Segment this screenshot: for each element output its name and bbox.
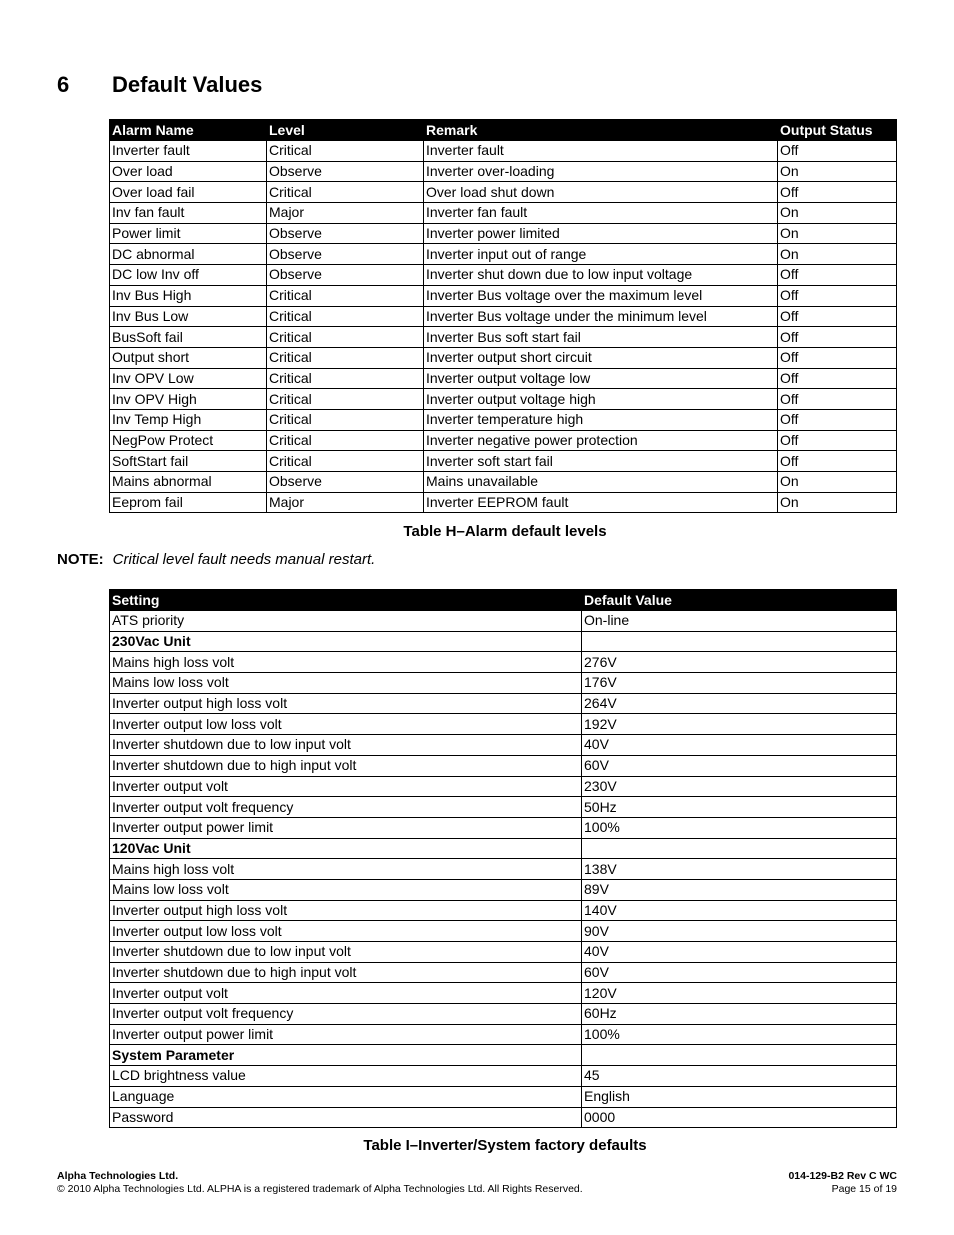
default-value-cell: 230V <box>582 776 897 797</box>
level-cell: Critical <box>267 306 424 327</box>
alarm-name-cell: Inv OPV High <box>110 389 267 410</box>
table-row <box>110 879 897 900</box>
table-row <box>110 921 897 942</box>
footer-copyright: © 2010 Alpha Technologies Ltd. ALPHA is a registered trademark of Alpha Technologies Ltd. All Rights Reserved. <box>57 1183 583 1195</box>
section-number: 6 <box>57 72 70 97</box>
remark-cell: Inverter output short circuit <box>424 347 778 368</box>
table-header-row <box>110 590 897 611</box>
setting-cell: Inverter output high loss volt <box>110 693 582 714</box>
level-cell: Critical <box>267 182 424 203</box>
level-cell: Observe <box>267 161 424 182</box>
level-cell: Major <box>267 203 424 224</box>
remark-cell: Inverter fan fault <box>424 203 778 224</box>
table-row <box>110 859 897 880</box>
table-row <box>110 141 897 162</box>
column-header: Level <box>267 120 424 141</box>
note-label: NOTE: <box>57 551 104 568</box>
setting-cell: Password <box>110 1107 582 1128</box>
output-status-cell: Off <box>778 451 897 472</box>
alarm-name-cell: Output short <box>110 347 267 368</box>
setting-cell: 120Vac Unit <box>110 838 582 859</box>
section-row <box>110 1045 897 1066</box>
alarm-name-cell: Mains abnormal <box>110 472 267 493</box>
default-value-cell: 138V <box>582 859 897 880</box>
table-row <box>110 244 897 265</box>
default-value-cell: 140V <box>582 900 897 921</box>
table-row <box>110 327 897 348</box>
default-value-cell: 60Hz <box>582 1004 897 1025</box>
default-value-cell: On-line <box>582 611 897 632</box>
default-value-cell: 50Hz <box>582 797 897 818</box>
table-row <box>110 776 897 797</box>
level-cell: Observe <box>267 265 424 286</box>
setting-cell: Inverter output volt <box>110 983 582 1004</box>
output-status-cell: On <box>778 203 897 224</box>
output-status-cell: On <box>778 244 897 265</box>
setting-cell: Inverter output volt frequency <box>110 797 582 818</box>
table-row <box>110 611 897 632</box>
default-value-cell: 100% <box>582 1024 897 1045</box>
alarm-name-cell: NegPow Protect <box>110 430 267 451</box>
alarm-name-cell: Inv Temp High <box>110 409 267 430</box>
default-value-cell: 60V <box>582 755 897 776</box>
alarm-name-cell: SoftStart fail <box>110 451 267 472</box>
output-status-cell: Off <box>778 368 897 389</box>
default-value-cell <box>582 1045 897 1066</box>
default-value-cell: English <box>582 1086 897 1107</box>
output-status-cell: Off <box>778 265 897 286</box>
remark-cell: Inverter Bus soft start fail <box>424 327 778 348</box>
level-cell: Observe <box>267 223 424 244</box>
table-row <box>110 817 897 838</box>
remark-cell: Inverter output voltage low <box>424 368 778 389</box>
output-status-cell: On <box>778 223 897 244</box>
factory-defaults-table <box>109 589 897 1128</box>
alarm-name-cell: Over load fail <box>110 182 267 203</box>
default-value-cell <box>582 838 897 859</box>
remark-cell: Inverter temperature high <box>424 409 778 430</box>
level-cell: Observe <box>267 472 424 493</box>
section-row <box>110 631 897 652</box>
remark-cell: Inverter soft start fail <box>424 451 778 472</box>
setting-cell: Inverter output high loss volt <box>110 900 582 921</box>
table-row <box>110 1024 897 1045</box>
remark-cell: Inverter input out of range <box>424 244 778 265</box>
column-header: Output Status <box>778 120 897 141</box>
level-cell: Critical <box>267 451 424 472</box>
alarm-levels-table <box>109 119 897 513</box>
table-row <box>110 182 897 203</box>
table-row <box>110 962 897 983</box>
output-status-cell: Off <box>778 285 897 306</box>
level-cell: Major <box>267 492 424 513</box>
default-value-cell: 120V <box>582 983 897 1004</box>
table-row <box>110 285 897 306</box>
remark-cell: Inverter power limited <box>424 223 778 244</box>
remark-cell: Inverter Bus voltage under the minimum level <box>424 306 778 327</box>
alarm-name-cell: Eeprom fail <box>110 492 267 513</box>
remark-cell: Inverter EEPROM fault <box>424 492 778 513</box>
table-row <box>110 797 897 818</box>
column-header: Setting <box>110 590 582 611</box>
level-cell: Critical <box>267 430 424 451</box>
setting-cell: Inverter shutdown due to high input volt <box>110 755 582 776</box>
setting-cell: Inverter output power limit <box>110 817 582 838</box>
default-value-cell: 176V <box>582 673 897 694</box>
setting-cell: Inverter output low loss volt <box>110 921 582 942</box>
default-value-cell: 276V <box>582 652 897 673</box>
table-row <box>110 306 897 327</box>
output-status-cell: Off <box>778 141 897 162</box>
table-row <box>110 223 897 244</box>
footer-company: Alpha Technologies Ltd. <box>57 1170 179 1182</box>
table-row <box>110 203 897 224</box>
table-header-row <box>110 120 897 141</box>
column-header: Alarm Name <box>110 120 267 141</box>
table-row <box>110 472 897 493</box>
table-row <box>110 714 897 735</box>
level-cell: Critical <box>267 409 424 430</box>
setting-cell: Mains low loss volt <box>110 673 582 694</box>
setting-cell: Inverter output volt frequency <box>110 1004 582 1025</box>
output-status-cell: Off <box>778 389 897 410</box>
footer-left <box>57 1170 583 1196</box>
remark-cell: Inverter over-loading <box>424 161 778 182</box>
alarm-name-cell: DC low Inv off <box>110 265 267 286</box>
table-row <box>110 492 897 513</box>
table-row <box>110 900 897 921</box>
output-status-cell: Off <box>778 182 897 203</box>
setting-cell: Mains low loss volt <box>110 879 582 900</box>
level-cell: Critical <box>267 389 424 410</box>
table-row <box>110 1004 897 1025</box>
default-value-cell: 100% <box>582 817 897 838</box>
output-status-cell: Off <box>778 306 897 327</box>
note-text: Critical level fault needs manual restart. <box>112 551 376 568</box>
table-row <box>110 409 897 430</box>
alarm-name-cell: Inv fan fault <box>110 203 267 224</box>
output-status-cell: On <box>778 472 897 493</box>
default-value-cell: 0000 <box>582 1107 897 1128</box>
alarm-name-cell: DC abnormal <box>110 244 267 265</box>
table-row <box>110 161 897 182</box>
table-row <box>110 942 897 963</box>
footer-doc-id: 014-129-B2 Rev C WC <box>788 1170 897 1182</box>
setting-cell: 230Vac Unit <box>110 631 582 652</box>
level-cell: Critical <box>267 368 424 389</box>
level-cell: Critical <box>267 141 424 162</box>
default-value-cell <box>582 631 897 652</box>
alarm-name-cell: BusSoft fail <box>110 327 267 348</box>
table-row <box>110 735 897 756</box>
level-cell: Critical <box>267 347 424 368</box>
remark-cell: Inverter Bus voltage over the maximum level <box>424 285 778 306</box>
table-row <box>110 451 897 472</box>
footer-page-number: Page 15 of 19 <box>831 1183 897 1195</box>
default-value-cell: 40V <box>582 942 897 963</box>
table-row <box>110 265 897 286</box>
remark-cell: Inverter fault <box>424 141 778 162</box>
default-value-cell: 90V <box>582 921 897 942</box>
alarm-name-cell: Inverter fault <box>110 141 267 162</box>
setting-cell: Inverter shutdown due to low input volt <box>110 735 582 756</box>
table-row <box>110 1066 897 1087</box>
setting-cell: ATS priority <box>110 611 582 632</box>
note <box>57 551 375 568</box>
section-row <box>110 838 897 859</box>
setting-cell: Inverter output volt <box>110 776 582 797</box>
table-row <box>110 983 897 1004</box>
alarm-name-cell: Inv Bus Low <box>110 306 267 327</box>
footer-right <box>788 1170 897 1196</box>
column-header: Default Value <box>582 590 897 611</box>
table-row <box>110 755 897 776</box>
default-value-cell: 89V <box>582 879 897 900</box>
alarm-name-cell: Over load <box>110 161 267 182</box>
setting-cell: LCD brightness value <box>110 1066 582 1087</box>
setting-cell: Inverter shutdown due to low input volt <box>110 942 582 963</box>
table-row <box>110 1107 897 1128</box>
setting-cell: System Parameter <box>110 1045 582 1066</box>
default-value-cell: 45 <box>582 1066 897 1087</box>
table-row <box>110 368 897 389</box>
remark-cell: Inverter output voltage high <box>424 389 778 410</box>
default-value-cell: 40V <box>582 735 897 756</box>
table-caption: Table H–Alarm default levels <box>403 523 607 540</box>
level-cell: Critical <box>267 327 424 348</box>
level-cell: Observe <box>267 244 424 265</box>
alarm-name-cell: Power limit <box>110 223 267 244</box>
output-status-cell: Off <box>778 347 897 368</box>
output-status-cell: Off <box>778 327 897 348</box>
default-value-cell: 264V <box>582 693 897 714</box>
remark-cell: Mains unavailable <box>424 472 778 493</box>
setting-cell: Mains high loss volt <box>110 652 582 673</box>
default-value-cell: 192V <box>582 714 897 735</box>
table-row <box>110 430 897 451</box>
table-caption: Table I–Inverter/System factory defaults <box>363 1137 647 1154</box>
remark-cell: Inverter shut down due to low input voltage <box>424 265 778 286</box>
table-row <box>110 1086 897 1107</box>
section-title: Default Values <box>112 72 263 97</box>
output-status-cell: On <box>778 492 897 513</box>
remark-cell: Inverter negative power protection <box>424 430 778 451</box>
table-row <box>110 389 897 410</box>
column-header: Remark <box>424 120 778 141</box>
level-cell: Critical <box>267 285 424 306</box>
table-row <box>110 673 897 694</box>
setting-cell: Language <box>110 1086 582 1107</box>
default-value-cell: 60V <box>582 962 897 983</box>
output-status-cell: Off <box>778 409 897 430</box>
table-row <box>110 347 897 368</box>
setting-cell: Inverter output low loss volt <box>110 714 582 735</box>
alarm-name-cell: Inv OPV Low <box>110 368 267 389</box>
setting-cell: Inverter shutdown due to high input volt <box>110 962 582 983</box>
output-status-cell: On <box>778 161 897 182</box>
alarm-name-cell: Inv Bus High <box>110 285 267 306</box>
section-heading <box>57 72 262 98</box>
setting-cell: Inverter output power limit <box>110 1024 582 1045</box>
table-row <box>110 693 897 714</box>
table-row <box>110 652 897 673</box>
setting-cell: Mains high loss volt <box>110 859 582 880</box>
remark-cell: Over load shut down <box>424 182 778 203</box>
output-status-cell: Off <box>778 430 897 451</box>
